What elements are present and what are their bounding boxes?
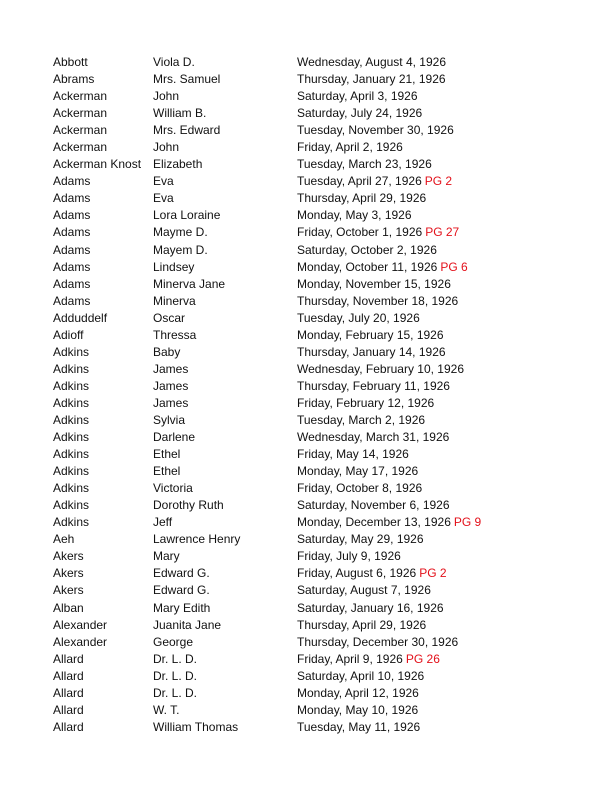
records-list [53, 54, 593, 736]
list-item [53, 293, 593, 310]
date-cell [297, 514, 481, 531]
first-name: John [153, 140, 180, 155]
date-cell [297, 395, 434, 412]
last-name: Ackerman Knost [53, 157, 142, 172]
list-item [53, 207, 593, 224]
last-name: Adkins [53, 498, 90, 513]
list-item [53, 378, 593, 395]
date-cell [297, 582, 431, 599]
date-text: Monday, February 15, 1926 [297, 327, 444, 342]
list-item [53, 514, 593, 531]
date-cell [297, 702, 418, 719]
first-name: James [153, 361, 189, 376]
date-text: Thursday, April 29, 1926 [297, 617, 427, 632]
first-name: Sylvia [153, 412, 186, 427]
date-text: Saturday, January 16, 1926 [297, 600, 444, 615]
last-name: Adkins [53, 378, 90, 393]
date-cell [297, 531, 424, 548]
last-name: Adams [53, 276, 91, 291]
date-cell [297, 327, 444, 344]
last-name: Adkins [53, 344, 90, 359]
date-text: Saturday, August 7, 1926 [297, 583, 431, 598]
list-item [53, 634, 593, 651]
first-name: Oscar [153, 310, 186, 325]
first-name: Viola D. [153, 55, 195, 69]
date-cell [297, 105, 422, 122]
first-name: Eva [153, 174, 174, 189]
list-item [53, 327, 593, 344]
page-reference: PG 9 [453, 515, 482, 530]
date-cell [297, 156, 432, 173]
last-name: Adioff [53, 327, 84, 342]
date-cell [297, 190, 426, 207]
date-cell [297, 276, 451, 293]
last-name: Abrams [53, 72, 95, 87]
last-name: Ackerman [53, 123, 108, 138]
list-item [53, 463, 593, 480]
first-name: Baby [153, 344, 181, 359]
page-reference: PG 2 [419, 566, 447, 581]
list-item [53, 190, 593, 207]
list-item [53, 88, 593, 105]
first-name: Victoria [153, 481, 193, 496]
date-text: Friday, April 9, 1926 [297, 651, 403, 666]
list-item [53, 702, 593, 719]
last-name: Akers [53, 549, 84, 564]
list-item [53, 310, 593, 327]
date-cell [297, 685, 419, 702]
last-name: Alexander [53, 634, 108, 649]
last-name: Adams [53, 191, 91, 206]
date-text: Wednesday, March 31, 1926 [297, 430, 450, 445]
list-item [53, 276, 593, 293]
last-name: Adams [53, 242, 91, 257]
list-item [53, 71, 593, 88]
first-name: Jeff [153, 515, 173, 530]
date-cell [297, 378, 450, 395]
page-reference: PG 27 [425, 225, 460, 240]
list-item [53, 429, 593, 446]
first-name: Mary [153, 549, 180, 564]
last-name: Aeh [53, 532, 75, 547]
last-name: Adams [53, 208, 91, 223]
last-name: Allard [53, 702, 84, 717]
date-text: Friday, May 14, 1926 [297, 447, 409, 462]
date-cell [297, 54, 446, 71]
date-cell [297, 224, 459, 241]
list-item [53, 242, 593, 259]
date-cell [297, 242, 437, 259]
date-text: Tuesday, November 30, 1926 [297, 123, 454, 138]
date-cell [297, 600, 444, 617]
date-cell [297, 344, 446, 361]
date-cell [297, 310, 420, 327]
first-name: Juanita Jane [153, 617, 222, 632]
date-cell [297, 668, 424, 685]
first-name: Dr. L. D. [153, 685, 198, 700]
first-name: William Thomas [153, 719, 239, 734]
first-name: Lora Loraine [153, 208, 221, 223]
date-cell [297, 412, 425, 429]
first-name: Mayme D. [153, 225, 208, 240]
list-item [53, 497, 593, 514]
first-name: W. T. [153, 702, 180, 717]
date-cell [297, 634, 458, 651]
last-name: Allard [53, 719, 84, 734]
list-item [53, 105, 593, 122]
list-item [53, 259, 593, 276]
date-cell [297, 71, 446, 88]
date-text: Saturday, April 10, 1926 [297, 668, 425, 683]
date-cell [297, 259, 468, 276]
date-text: Tuesday, July 20, 1926 [297, 310, 420, 325]
date-cell [297, 497, 450, 514]
date-cell [297, 617, 426, 634]
date-cell [297, 719, 420, 736]
last-name: Adams [53, 293, 91, 308]
page-reference: PG 6 [440, 259, 468, 274]
date-cell [297, 651, 440, 668]
date-text: Friday, April 2, 1926 [297, 140, 403, 155]
date-text: Saturday, May 29, 1926 [297, 532, 424, 547]
list-item [53, 173, 593, 190]
date-text: Friday, February 12, 1926 [297, 395, 435, 410]
first-name: Dr. L. D. [153, 668, 198, 683]
list-item [53, 361, 593, 378]
last-name: Abbott [53, 55, 88, 69]
first-name: George [153, 634, 194, 649]
last-name: Adkins [53, 481, 90, 496]
date-text: Monday, November 15, 1926 [297, 276, 451, 291]
first-name: Dr. L. D. [153, 651, 198, 666]
list-item [53, 685, 593, 702]
list-item [53, 395, 593, 412]
date-text: Saturday, October 2, 1926 [297, 242, 437, 257]
first-name: Elizabeth [153, 157, 203, 172]
list-item [53, 122, 593, 139]
last-name: Adkins [53, 395, 90, 410]
date-cell [297, 122, 454, 139]
last-name: Adkins [53, 447, 90, 462]
date-text: Friday, August 6, 1926 [297, 566, 417, 581]
date-text: Saturday, July 24, 1926 [297, 106, 423, 121]
date-text: Thursday, December 30, 1926 [297, 634, 459, 649]
last-name: Adkins [53, 464, 90, 479]
first-name: Mrs. Edward [153, 123, 221, 138]
first-name: William B. [153, 106, 207, 121]
list-item [53, 565, 593, 582]
date-text: Saturday, April 3, 1926 [297, 89, 418, 104]
list-item [53, 412, 593, 429]
list-item [53, 600, 593, 617]
last-name: Akers [53, 566, 84, 581]
list-item [53, 224, 593, 241]
first-name: Lindsey [153, 259, 195, 274]
date-text: Thursday, January 14, 1926 [297, 344, 446, 359]
date-cell [297, 446, 409, 463]
date-cell [297, 88, 418, 105]
last-name: Akers [53, 583, 84, 598]
date-text: Tuesday, March 2, 1926 [297, 412, 426, 427]
last-name: Adams [53, 174, 91, 189]
list-item [53, 480, 593, 497]
date-cell [297, 361, 464, 378]
date-text: Thursday, February 11, 1926 [297, 378, 450, 393]
list-item [53, 54, 593, 71]
last-name: Adkins [53, 515, 90, 530]
first-name: Edward G. [153, 566, 210, 581]
list-item [53, 582, 593, 599]
first-name: Eva [153, 191, 174, 206]
date-text: Monday, May 3, 1926 [297, 208, 412, 223]
last-name: Allard [53, 668, 84, 683]
first-name: Mary Edith [153, 600, 211, 615]
date-cell [297, 173, 452, 190]
date-cell [297, 429, 449, 446]
last-name: Allard [53, 651, 84, 666]
page-reference: PG 2 [424, 174, 453, 189]
date-text: Tuesday, April 27, 1926 [297, 174, 422, 189]
list-item [53, 617, 593, 634]
date-text: Thursday, November 18, 1926 [297, 293, 459, 308]
list-item [53, 531, 593, 548]
date-text: Monday, May 10, 1926 [297, 702, 419, 717]
date-text: Monday, December 13, 1926 [297, 515, 451, 530]
date-text: Friday, October 1, 1926 [297, 225, 423, 240]
date-text: Wednesday, August 4, 1926 [297, 55, 446, 69]
first-name: Mayem D. [153, 242, 208, 257]
first-name: Lawrence Henry [153, 532, 241, 547]
list-item [53, 344, 593, 361]
last-name: Adkins [53, 412, 90, 427]
last-name: Alban [53, 600, 84, 615]
last-name: Ackerman [53, 106, 108, 121]
last-name: Adams [53, 259, 91, 274]
last-name: Adams [53, 225, 91, 240]
list-item [53, 719, 593, 736]
page-reference: PG 26 [405, 651, 440, 666]
last-name: Ackerman [53, 140, 108, 155]
date-cell [297, 207, 412, 224]
date-text: Saturday, November 6, 1926 [297, 498, 450, 513]
last-name: Adduddelf [53, 310, 108, 325]
date-cell [297, 293, 458, 310]
date-cell [297, 548, 401, 565]
first-name: Ethel [153, 464, 181, 479]
last-name: Adkins [53, 361, 90, 376]
date-cell [297, 480, 422, 497]
first-name: Ethel [153, 447, 181, 462]
date-cell [297, 463, 418, 480]
first-name: Mrs. Samuel [153, 72, 221, 87]
date-text: Monday, May 17, 1926 [297, 464, 419, 479]
first-name: Thressa [153, 327, 197, 342]
date-text: Tuesday, March 23, 1926 [297, 157, 432, 172]
date-cell [297, 139, 403, 156]
date-text: Monday, April 12, 1926 [297, 685, 419, 700]
list-item [53, 651, 593, 668]
list-item [53, 446, 593, 463]
date-text: Friday, October 8, 1926 [297, 481, 423, 496]
first-name: James [153, 395, 189, 410]
first-name: Edward G. [153, 583, 210, 598]
last-name: Alexander [53, 617, 108, 632]
first-name: Dorothy Ruth [153, 498, 224, 513]
first-name: James [153, 378, 189, 393]
list-item [53, 139, 593, 156]
date-text: Thursday, January 21, 1926 [297, 72, 446, 87]
date-cell [297, 565, 447, 582]
first-name: Darlene [153, 430, 196, 445]
date-text: Wednesday, February 10, 1926 [297, 361, 464, 376]
last-name: Ackerman [53, 89, 108, 104]
date-text: Thursday, April 29, 1926 [297, 191, 427, 206]
first-name: John [153, 89, 180, 104]
date-text: Friday, July 9, 1926 [297, 549, 401, 564]
date-text: Monday, October 11, 1926 [297, 259, 438, 274]
date-text: Tuesday, May 11, 1926 [297, 719, 421, 734]
last-name: Allard [53, 685, 84, 700]
list-item [53, 668, 593, 685]
first-name: Minerva [153, 293, 196, 308]
list-item [53, 548, 593, 565]
first-name: Minerva Jane [153, 276, 226, 291]
last-name: Adkins [53, 430, 90, 445]
list-item [53, 156, 593, 173]
